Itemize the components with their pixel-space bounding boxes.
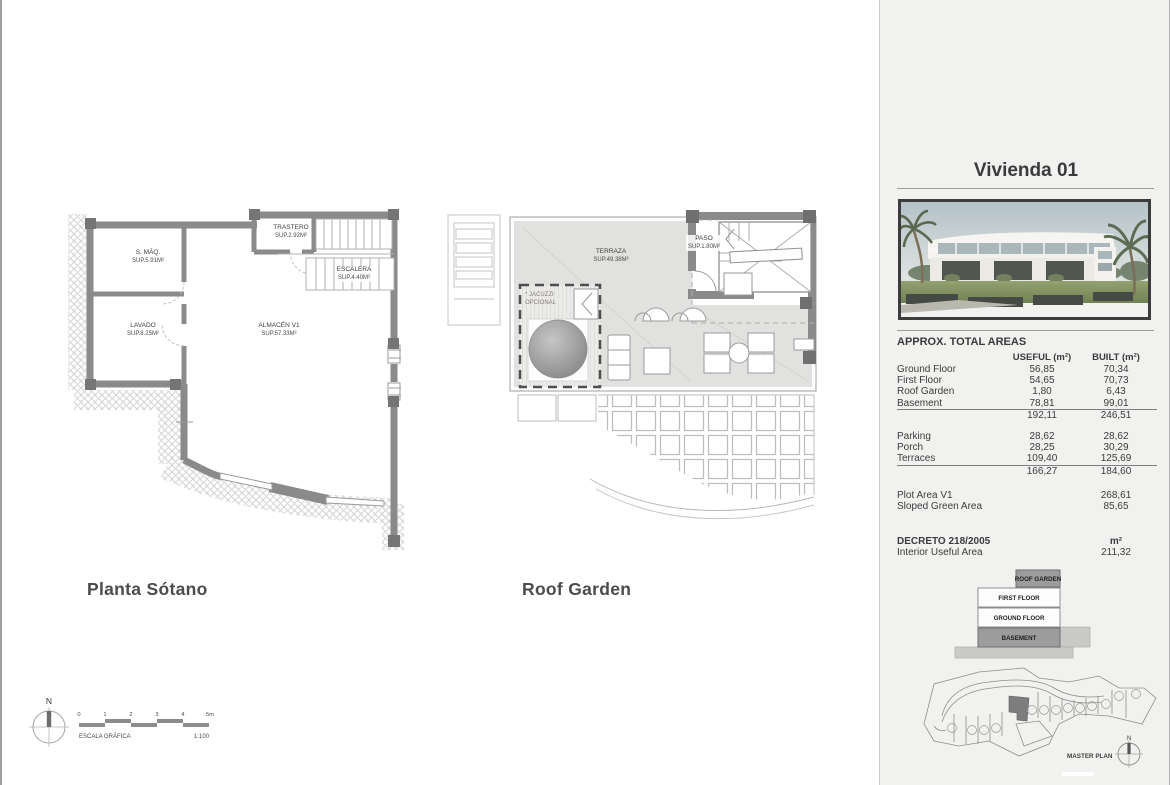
section-rule xyxy=(897,330,1154,331)
stack-label-ground: GROUND FLOOR xyxy=(993,615,1045,622)
room-label-lavado: LAVADO SUP.8.25M² xyxy=(127,322,159,337)
roof-garden-floorplan xyxy=(442,193,840,575)
scale-tick-labels xyxy=(77,712,214,718)
areas-heading: APPROX. TOTAL AREAS xyxy=(897,336,1027,348)
stack-label-first: FIRST FLOOR xyxy=(998,595,1040,602)
roof-garden-plan-title: Roof Garden xyxy=(522,579,632,599)
table-header: USEFUL (m²) BUILT (m²) xyxy=(1012,352,1140,363)
svg-text:5m: 5m xyxy=(205,712,215,718)
roof-garden-floorplan-drawing xyxy=(442,193,840,575)
basement-floorplan xyxy=(60,192,412,558)
stack-label-roof: ROOF GARDEN xyxy=(1014,576,1062,583)
svg-text:2: 2 xyxy=(129,712,133,718)
table-row: Parking 28,62 28,62 xyxy=(897,431,1129,443)
north-label: N xyxy=(45,696,53,706)
scale-bar-icon xyxy=(79,719,209,727)
room-label-terraza: TERRAZA SUP.49.38M² xyxy=(593,248,629,263)
compass-and-scalebar xyxy=(24,692,244,758)
highlighted-plot xyxy=(1009,696,1029,721)
table-row: Ground Floor 56,85 70,34 xyxy=(897,364,1129,375)
svg-text:3: 3 xyxy=(155,712,159,718)
room-label-escalera: ESCALERA SUP.4.40M² xyxy=(336,266,372,281)
jacuzzi-optional-label: * JACUZZI OPCIONAL xyxy=(525,292,557,306)
basement-floorplan-drawing xyxy=(60,192,412,558)
floor-stack-diagram xyxy=(948,565,1108,661)
svg-text:1: 1 xyxy=(103,712,107,718)
compass-needle xyxy=(47,711,51,727)
master-plan-north-label: N xyxy=(1126,736,1132,742)
basement-plan-title: Planta Sótano xyxy=(87,579,208,599)
stack-label-basement: BASEMENT xyxy=(1001,635,1037,642)
floors-total-row: 192,11 246,51 xyxy=(897,409,1157,421)
title-rule xyxy=(897,188,1154,189)
building-render-image xyxy=(898,199,1151,320)
unit-title: Vivienda 01 xyxy=(973,160,1079,181)
info-panel xyxy=(879,0,1170,785)
scale-label: ESCALA GRÁFICA xyxy=(79,734,131,740)
master-plan-scale-strip xyxy=(1062,772,1094,776)
green-area-row: Sloped Green Area 85,65 xyxy=(897,501,1129,513)
room-label-paso: PASO SUP.1.80M² xyxy=(688,235,720,250)
outdoor-total-row: 166,27 184,60 xyxy=(897,465,1157,477)
room-label-smaq: S. MÁQ. SUP.5.91M² xyxy=(132,249,164,264)
scale-ratio: 1:100 xyxy=(193,734,209,740)
table-row: Porch 28,25 30,29 xyxy=(897,442,1129,454)
table-row: Terraces 109,40 125,69 xyxy=(897,453,1132,465)
svg-text:0: 0 xyxy=(77,712,81,718)
table-row: First Floor 54,65 70,73 xyxy=(897,375,1129,387)
north-and-scale xyxy=(24,692,244,758)
table-row: Basement 78,81 99,01 xyxy=(897,397,1129,409)
master-plan xyxy=(904,666,1170,780)
room-label-almacen: ALMACÉN V1 SUP.57.33M² xyxy=(258,322,300,337)
svg-text:4: 4 xyxy=(181,712,185,718)
room-label-trastero: TRASTERO SUP.2.92M² xyxy=(273,224,309,239)
areas-table xyxy=(897,352,1157,559)
interior-useful-row: Interior Useful Area 211,32 xyxy=(897,547,1131,559)
table-row: Roof Garden 1,80 6,43 xyxy=(897,386,1126,398)
plot-area-row: Plot Area V1 268,61 xyxy=(897,489,1132,501)
decreto-row: DECRETO 218/2005 m² xyxy=(897,536,1123,548)
master-plan-label: MASTER PLAN xyxy=(1067,753,1113,760)
